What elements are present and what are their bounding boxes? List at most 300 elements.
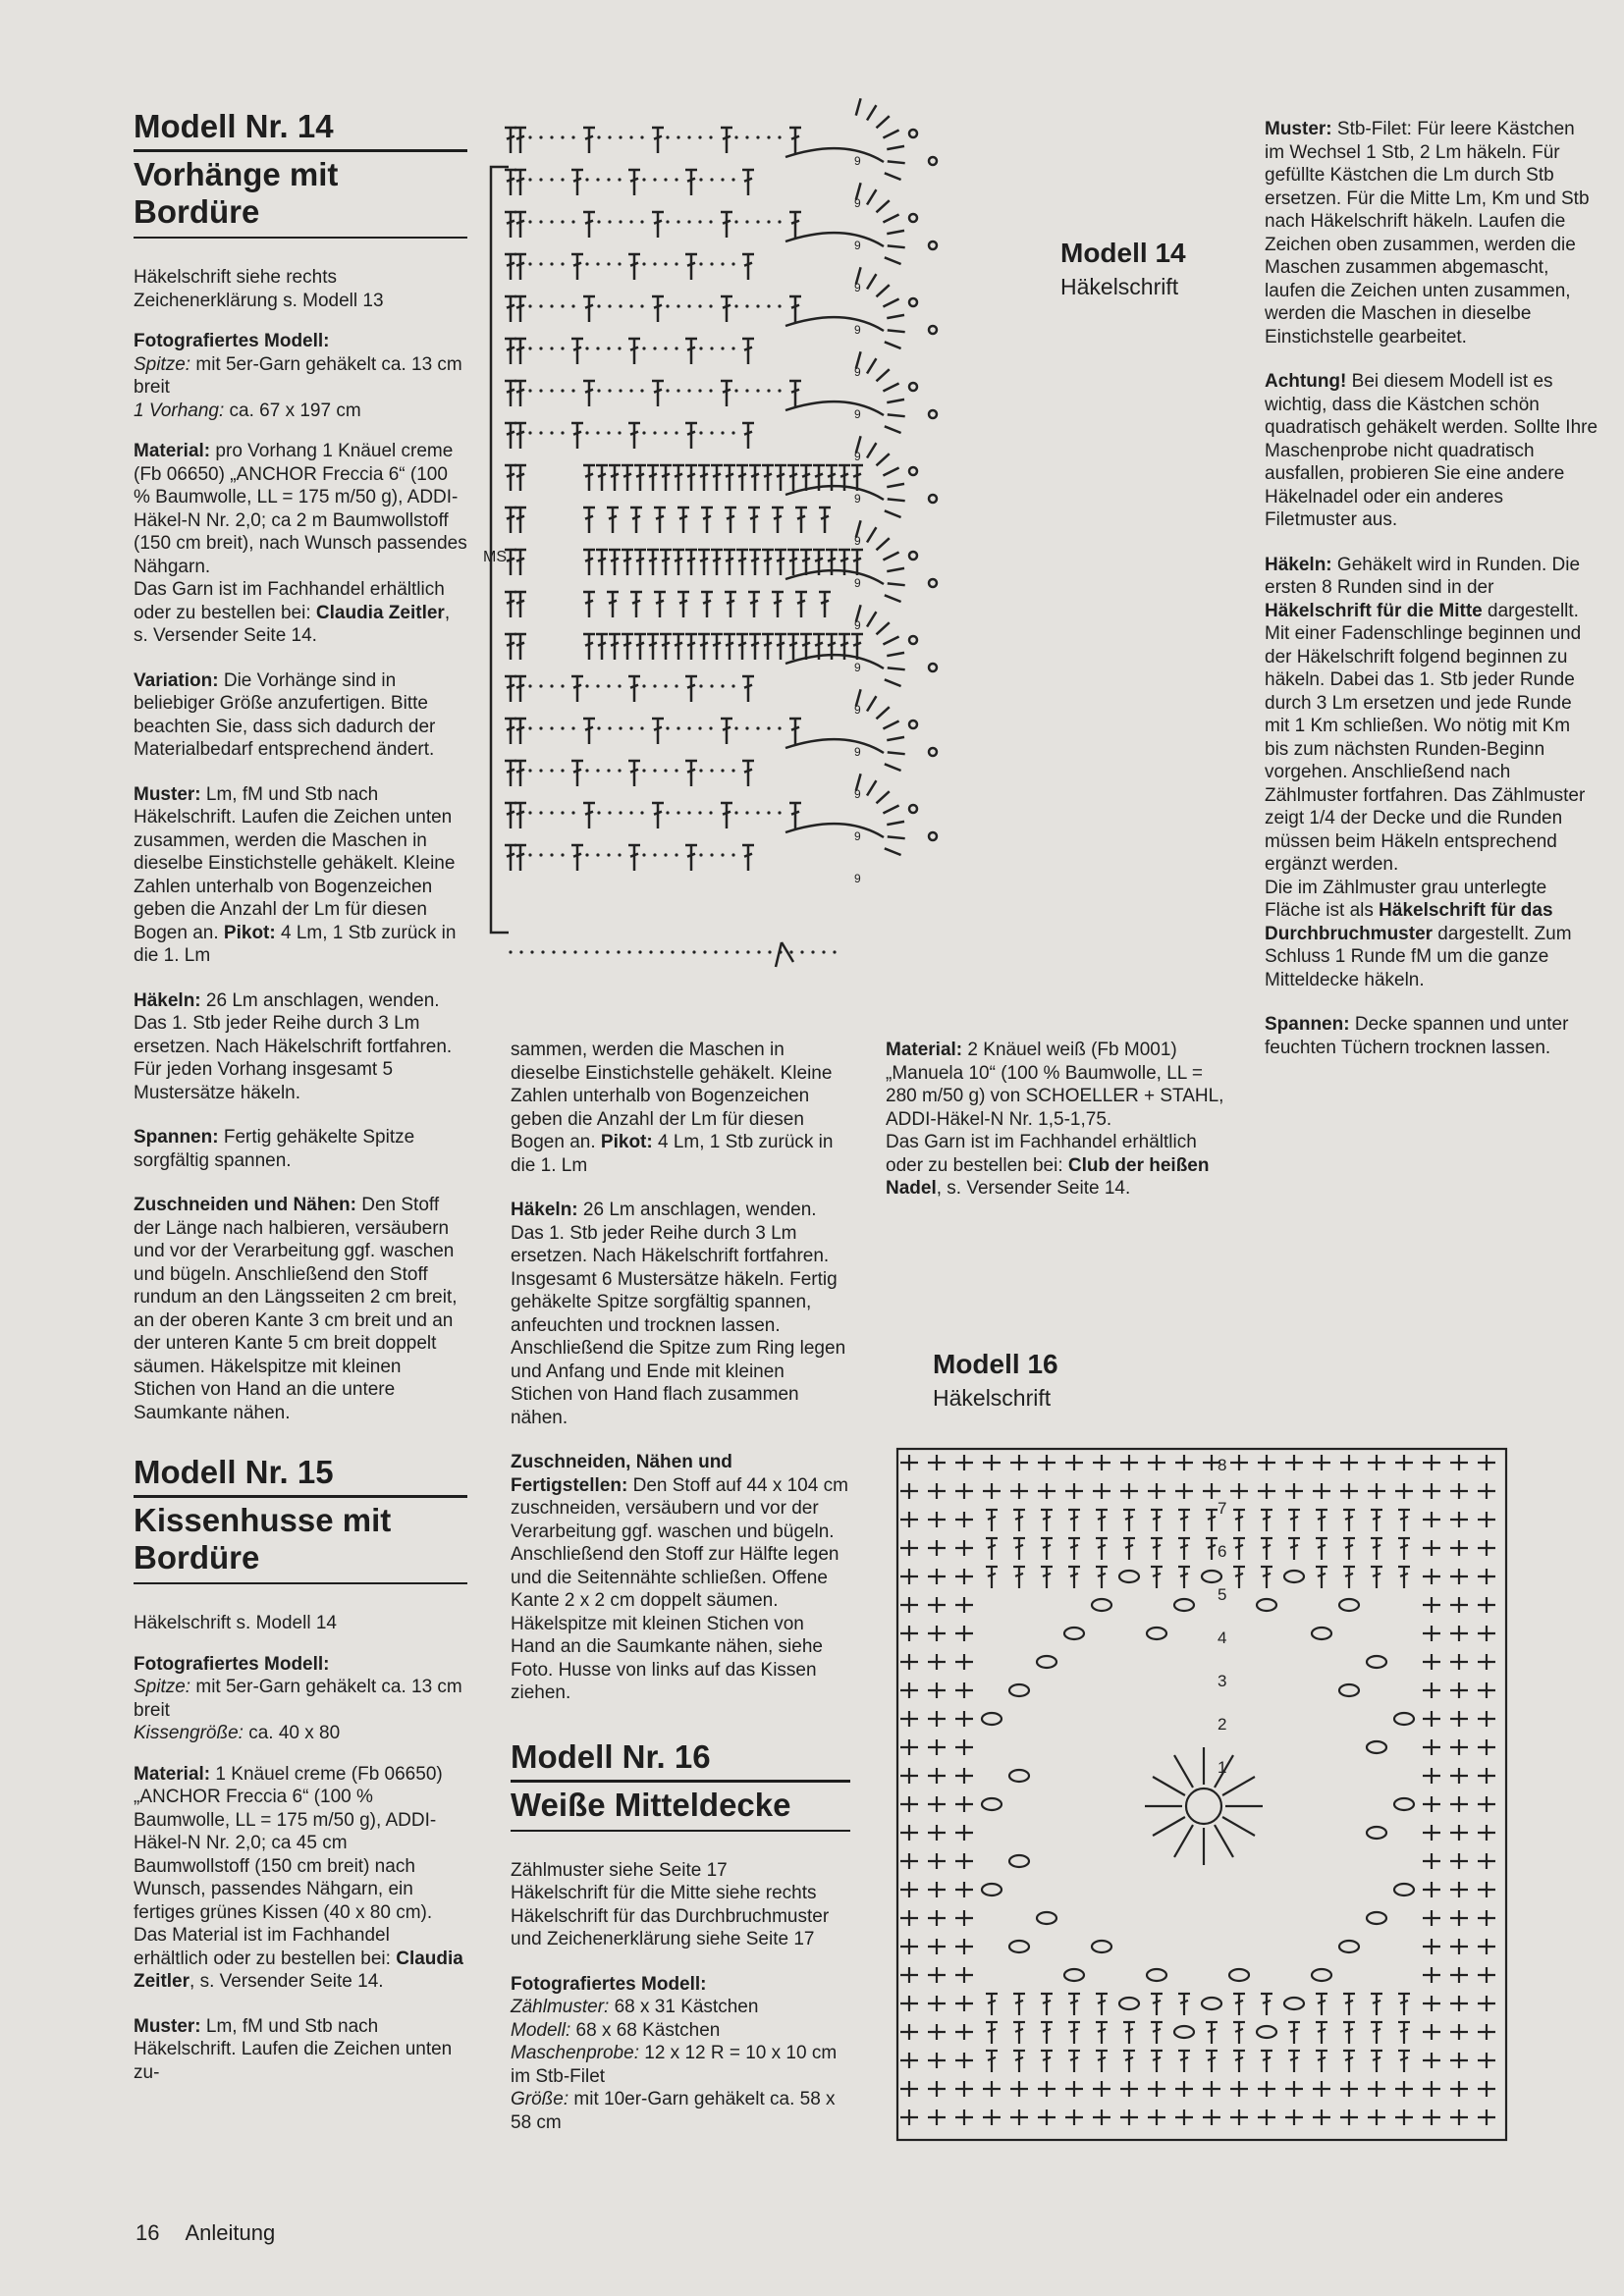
chain-dot [731,347,734,349]
stitch-mark [687,643,695,646]
chain-dot [561,262,564,265]
page-footer [135,2220,300,2246]
chain-dot [677,220,679,223]
chain-dot [561,853,564,856]
arc-count-label: 9 [854,872,861,885]
label: Spitze: [134,1677,191,1697]
stitch-mark [815,474,823,477]
fan-stitch [876,707,889,719]
chain-dot [595,950,598,953]
chain-dot [822,950,825,953]
stitch-mark [656,601,664,604]
stitch-mark [853,559,861,561]
chain-dot [745,389,748,392]
stitch-mark [1345,2057,1353,2060]
cluster-mark [1147,1628,1166,1639]
picot-mark [929,495,937,503]
chain-dot [666,220,669,223]
chain-dot [756,135,759,138]
cluster-mark [1092,1599,1111,1611]
cluster-mark [1284,1998,1304,2009]
round-number: 7 [1218,1499,1227,1518]
fan-stitch [867,780,876,795]
stitch-mark [791,221,799,224]
chain-dot [710,769,713,772]
stitch-mark [723,727,731,730]
stitch-mark [516,263,524,266]
photo-model-block [511,1973,850,2135]
label: Maschenprobe: [511,2043,639,2063]
chain-dot [607,684,610,687]
stitch-mark [1208,2029,1216,2032]
cluster-mark [1394,1798,1414,1810]
stitch-mark [1125,1545,1133,1548]
stitch-mark [654,136,662,139]
chain-dot [550,262,553,265]
stitch-mark [774,601,782,604]
label: Spannen: [134,1127,219,1148]
chain-dot [597,811,600,814]
chain-dot [731,178,734,181]
label: 1 Vorhang: [134,400,225,421]
fan-stitch [876,285,889,296]
stitch-mark [679,516,687,519]
chain-dot [709,389,712,392]
stitch-mark [516,432,524,435]
stitch-mark [573,263,581,266]
stitch-mark [662,643,670,646]
cluster-mark [1092,1941,1111,1952]
stitch-mark [1070,1574,1078,1576]
stitch-mark [744,347,752,350]
stitch-mark [585,305,593,308]
picot-mark [929,326,937,334]
stitch-mark [623,643,631,646]
stitch-mark [687,263,695,266]
chain-dot [745,135,748,138]
stitch-mark [723,812,731,815]
chain-dot [550,304,553,307]
stitch-mark [1070,1517,1078,1520]
chain-dot [541,950,544,953]
cluster-mark [1009,1941,1029,1952]
stitch-mark [507,727,514,730]
text: Bei diesem Modell ist es wichtig, dass die Kästchen schön quadratisch gehäkelt werden. Sollte Ihre Maschenprobe nicht quadratisch ausfallen, probieren Sie eine andere Häkelnadel oder ein anderes Filetmuster aus. [1265,371,1598,530]
stitch-mark [1290,2029,1298,2032]
stitch-mark [516,390,524,393]
text: mit 10er-Garn gehäkelt ca. 58 x 58 cm [511,2089,836,2133]
stitch-mark [687,685,695,688]
chain-dot [561,220,564,223]
stitch-mark [750,516,758,519]
chain-dot [721,431,724,434]
fan-stitch [867,358,876,373]
stitch-mark [654,727,662,730]
stitch-mark [1070,2029,1078,2032]
chain-dot [596,431,599,434]
text: dargestellt. Mit einer Fadenschlinge beginnen und der Häkelschrift folgend beginnen zu häkeln. Dabei das 1. Stb jeder Runde durch 3 Lm ersetzen und jede Runde mit 1 Km schließen. Wo nötig mit Km bis zum nächsten Runden-Beginn vorgehen. Anschließend nach Zählmuster fortfahren. Das Zählmuster zeigt 1/4 der Decke und die Runden müssen beim Häkeln entsprechend ergänzt werden. [1265,600,1586,875]
stitch-mark [988,2057,996,2060]
fan-stitch [876,791,889,803]
chain-dot [703,950,706,953]
arc-mark [785,317,884,331]
arc-count-label: 9 [854,576,861,590]
stitch-mark [1180,1517,1188,1520]
arc-mark [785,148,884,162]
stitch-mark [738,643,746,646]
stitch-mark [611,559,619,561]
stitch-mark [789,474,797,477]
stitch-mark [516,643,524,646]
page-number: 16 [135,2220,160,2245]
stitch-mark [630,179,638,182]
chain-dot [745,304,748,307]
muster-continuation [511,1039,850,1177]
stitch-mark [1098,1574,1106,1576]
chain-dot [608,811,611,814]
picot-mark [909,467,917,475]
stitch-mark [1345,2001,1353,2003]
stitch-mark [828,559,836,561]
stitch-mark [1043,2001,1051,2003]
stitch-mark [988,2001,996,2003]
chain-dot [571,811,574,814]
chain-dot [561,389,564,392]
stitch-mark [1043,2029,1051,2032]
picot-mark [909,214,917,222]
spannen-block [1265,1013,1598,1059]
chain-dot [528,178,531,181]
stitch-mark [654,221,662,224]
cluster-mark [982,1798,1001,1810]
chain-dot [550,220,553,223]
material-block [886,1039,1227,1201]
muster-block [134,783,467,968]
chain-dot [642,684,645,687]
fan-stitch [885,257,901,264]
stitch-mark [713,474,721,477]
stitch-mark [1153,1545,1161,1548]
chain-dot [664,431,667,434]
stitch-mark [585,474,593,477]
stitch-mark [744,685,752,688]
fan-stitch [885,595,901,602]
ref-line: Häkelschrift für das Durchbruchmuster und Zeichenerklärung siehe Seite 17 [511,1905,830,1949]
chain-dot [561,347,564,349]
label: Material: [134,1763,211,1785]
reference-lines [134,266,467,312]
text: mit 5er-Garn gehäkelt ca. 13 cm breit [134,1677,462,1721]
stitch-mark [1043,1517,1051,1520]
fan-stitch [887,484,904,487]
arc-count-label: 9 [854,829,861,843]
stitch-mark [507,305,514,308]
stitch-mark [1290,1545,1298,1548]
stitch-mark [649,643,657,646]
label: Häkeln: [511,1200,578,1220]
chain-dot [699,262,702,265]
chain-dot [687,726,690,729]
cluster-mark [1394,1884,1414,1896]
fan-stitch [883,130,898,137]
fan-stitch [867,274,876,289]
chain-dot [585,431,588,434]
rosette-spoke [1222,1817,1255,1836]
cluster-mark [1339,1941,1359,1952]
chain-dot [666,389,669,392]
stitch-mark [630,432,638,435]
fan-stitch [876,369,889,381]
arc-count-label: 9 [854,492,861,506]
rosette-spoke [1222,1777,1255,1795]
text: Den Stoff der Länge nach halbieren, versäubern und vor der Verarbeitung ggf. waschen und bügeln. Anschließend den Stoff rundum an den Längsseiten 2 cm breit, an der oberen Kante 3 cm breit und an der unteren Kante 5 cm breit doppelt säumen. Häkelspitze mit kleinen Stichen von Hand an die untere Saumkante nähen. [134,1195,458,1423]
heading-subtitle: Vorhänge mit Bordüre [134,156,467,239]
chain-dot [687,304,690,307]
stitch-mark [738,474,746,477]
chain-dot [640,304,643,307]
stitch-mark [726,643,733,646]
chain-dot [585,262,588,265]
label: Pikot: [223,922,276,943]
stitch-mark [516,347,524,350]
text: Gehäkelt wird in Runden. Die ersten 8 Runden sind in der [1265,554,1581,598]
chain-dot [571,304,574,307]
chain-dot [664,262,667,265]
label: Zuschneiden, Nähen und Fertigstellen: [511,1452,732,1496]
chain-dot [629,811,632,814]
fan-stitch [883,298,898,306]
cluster-mark [1009,1684,1029,1696]
chain-dot [607,431,610,434]
supplier: Claudia Zeitler [315,602,445,623]
chain-dot [731,262,734,265]
chain-dot [734,726,737,729]
stitch-mark [1015,1517,1023,1520]
stitch-mark [1098,2029,1106,2032]
arc-count-label: 9 [854,745,861,759]
chain-dot [677,135,679,138]
label: Achtung! [1265,371,1347,392]
material-block [134,440,467,648]
chain-dot [596,347,599,349]
stitch-mark [1400,2029,1408,2032]
stitch-mark [791,727,799,730]
fan-stitch [885,679,901,686]
picot-mark [929,748,937,756]
stitch-mark [1373,2001,1380,2003]
stitch-mark [598,643,606,646]
stitch-mark [687,854,695,857]
arc-count-label: 9 [854,281,861,294]
stitch-mark [751,559,759,561]
text: ca. 67 x 197 cm [224,400,361,421]
chain-dot [687,135,690,138]
stitch-mark [1180,1545,1188,1548]
stitch-mark [516,770,524,773]
stitch-mark [573,854,581,857]
stitch-mark [1263,2057,1271,2060]
stitch-mark [598,474,606,477]
stitch-mark [777,643,785,646]
chain-dot [571,135,574,138]
cluster-mark [1257,1599,1276,1611]
stitch-mark [1153,2029,1161,2032]
chain-dot [725,950,728,953]
text: Das Garn ist im Fachhandel erhältlich oder zu bestellen bei: [886,1132,1197,1176]
picot-mark [909,805,917,813]
fan-stitch [888,161,905,163]
stitch-mark [744,854,752,857]
fan-stitch [867,612,876,626]
stitch-mark [516,221,524,224]
picot-mark [909,721,917,728]
fan-stitch [887,653,904,656]
stitch-mark [1373,1545,1380,1548]
stitch-mark [507,812,514,815]
stitch-mark [585,812,593,815]
chain-dot [677,726,679,729]
stitch-mark [988,1545,996,1548]
chain-dot [721,347,724,349]
chain-dot [687,811,690,814]
stitch-mark [744,432,752,435]
chain-dot [800,950,803,953]
chain-dot [734,811,737,814]
chain-dot [664,684,667,687]
stitch-mark [789,559,797,561]
column-c [886,1039,1227,1222]
chain-dot [642,347,645,349]
stitch-mark [573,347,581,350]
chain-dot [618,262,621,265]
stitch-mark [802,643,810,646]
supplier: Club der heißen Nadel [886,1154,1210,1199]
arc-count-label: 9 [854,196,861,210]
cluster-mark [1202,1571,1221,1582]
stitch-mark [1263,1545,1271,1548]
chain-dot [539,262,542,265]
picot-mark [929,157,937,165]
chain-dot [539,347,542,349]
label: Größe: [511,2089,569,2109]
chain-dot [698,220,701,223]
ms-label: MS [483,549,507,565]
crochet-chart-modell-16 [890,1443,1567,2169]
stitch-mark [802,559,810,561]
chain-dot [746,950,749,953]
chart-title: Modell 14 [1060,238,1186,268]
fan-stitch [883,721,898,728]
fan-stitch [883,214,898,222]
chain-dot [649,950,652,953]
stitch-mark [791,305,799,308]
stitch-mark [1153,1517,1161,1520]
chart-frame [897,1449,1506,2140]
haekeln-block [134,989,467,1105]
stitch-mark [764,559,772,561]
stitch-mark [797,601,805,604]
stitch-mark [654,305,662,308]
stitch-mark [654,390,662,393]
arc-count-label: 9 [854,154,861,168]
chain-dot [597,389,600,392]
stitch-mark [1263,1517,1271,1520]
stitch-mark [791,390,799,393]
chain-dot [528,431,531,434]
stitch-mark [791,812,799,815]
stitch-mark [662,559,670,561]
cluster-mark [982,1884,1001,1896]
fan-stitch [883,805,898,813]
chain-dot [539,811,542,814]
cluster-mark [1394,1713,1414,1725]
chart-subtitle: Häkelschrift [1060,274,1179,299]
stitch-mark [1125,2029,1133,2032]
stitch-mark [585,727,593,730]
cluster-mark [1064,1628,1084,1639]
chain-dot [619,389,622,392]
arc-mark [785,655,884,668]
fan-stitch [867,443,876,457]
text: Lm, fM und Stb nach Häkelschrift. Laufen die Zeichen unten zu- [134,2015,453,2083]
chain-dot [550,684,553,687]
chain-dot [561,811,564,814]
stitch-mark [1208,2057,1216,2060]
chain-dot [699,769,702,772]
stitch-mark [1098,2057,1106,2060]
stitch-mark [687,179,695,182]
stitch-mark [744,263,752,266]
text: 1 Knäuel creme (Fb 06650) „ANCHOR Freccia 6“ (100 % Baumwolle, LL = 175 m/50 g), ADDI-Häkel-N Nr. 2,0; ca 45 cm Baumwollstoff (150 cm breit) nach Wunsch, passendes Nähgarn, ein fertiges grünes Kissen (40 x 80 cm). [134,1763,443,1923]
chain-dot [550,178,553,181]
chain-dot [608,389,611,392]
stitch-mark [516,812,524,815]
stitch-mark [636,474,644,477]
stitch-mark [1015,1574,1023,1576]
text: mit 5er-Garn gehäkelt ca. 13 cm breit [134,353,462,398]
chain-dot [735,950,738,953]
stitch-mark [828,474,836,477]
stitch-mark [828,643,836,646]
picot-mark [929,832,937,840]
chain-dot [698,811,701,814]
chain-dot [731,431,734,434]
chain-dot [607,347,610,349]
stitch-mark [516,727,524,730]
chain-dot [596,769,599,772]
arc-count-label: 9 [854,661,861,674]
stitch-mark [815,643,823,646]
stitch-mark [723,305,731,308]
chain-dot [709,135,712,138]
stitch-mark [1208,1517,1216,1520]
stitch-mark [751,474,759,477]
stitch-mark [1373,2029,1380,2032]
text: 2 Knäuel weiß (Fb M001) „Manuela 10“ (100 % Baumwolle, LL = 280 m/50 g) von SCHOELLER + STAHL, ADDI-Häkel-N Nr. 1,5-1,75. [886,1040,1224,1130]
cluster-mark [1147,1969,1166,1981]
spannen-block [134,1126,467,1172]
photo-model-block [134,1653,467,1745]
chain-dot [528,135,531,138]
stitch-mark [507,516,514,519]
stitch-mark [744,179,752,182]
picot-mark [929,579,937,587]
stitch-mark [1043,1574,1051,1576]
chain-dot [675,684,677,687]
chain-dot [710,431,713,434]
cluster-mark [982,1713,1001,1725]
column-d [1265,118,1598,1081]
